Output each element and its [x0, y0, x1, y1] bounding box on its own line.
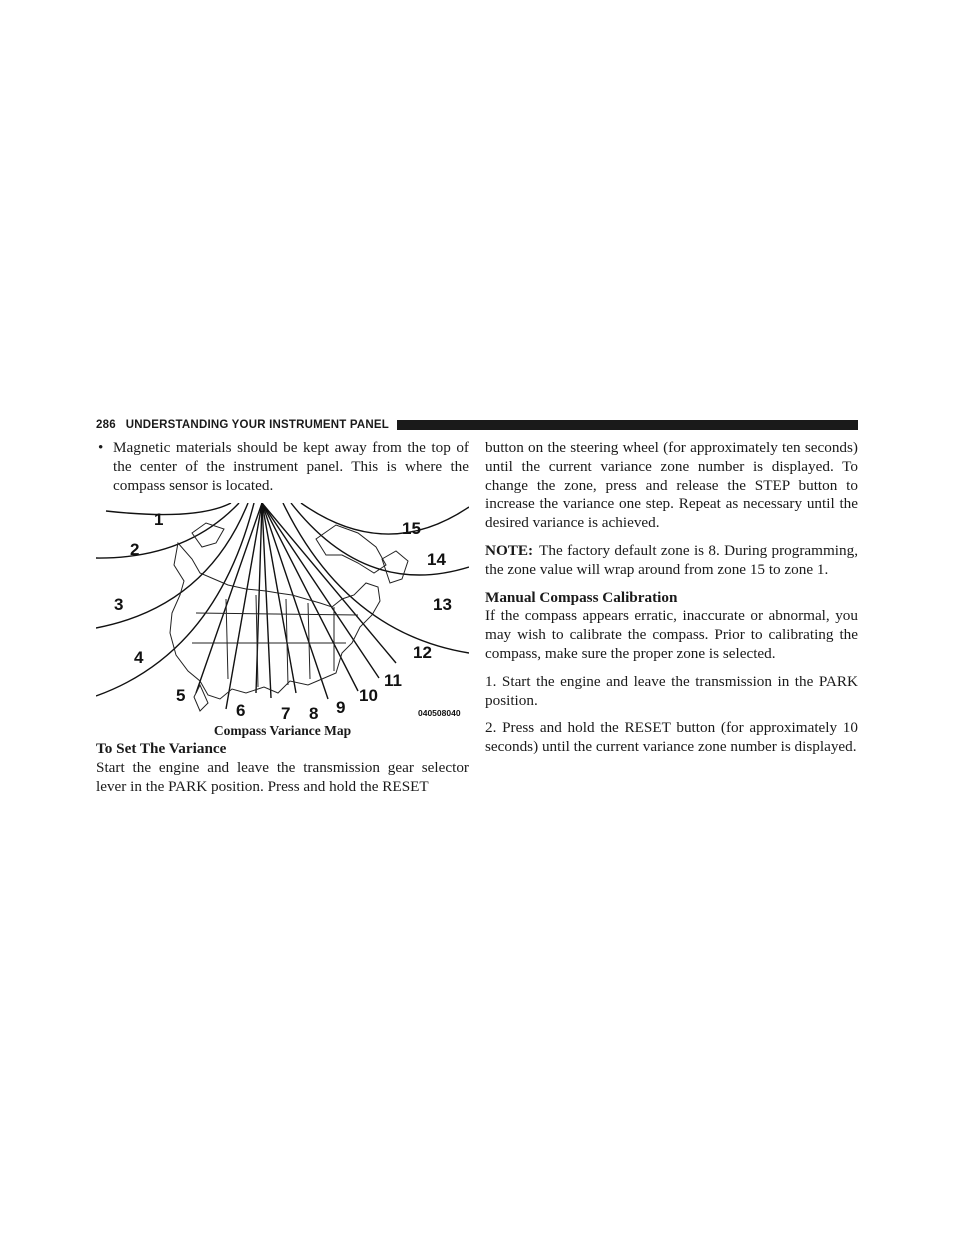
zone-label: 2	[130, 540, 140, 560]
step-1: 1. Start the engine and leave the transmission in the PARK position.	[485, 672, 858, 709]
zone-arc	[96, 503, 239, 558]
header-rule	[397, 420, 858, 430]
bullet-icon: •	[98, 439, 104, 456]
zone-label: 7	[281, 704, 291, 720]
zone-label: 15	[402, 519, 421, 539]
right-column	[485, 439, 858, 757]
zone-label: 14	[427, 550, 446, 570]
bullet-item	[96, 439, 469, 495]
zone-label: 3	[114, 595, 124, 615]
page-header	[96, 417, 858, 433]
note-label: NOTE:	[485, 541, 534, 559]
zone-label: 1	[154, 510, 164, 530]
zone-label: 13	[433, 595, 452, 615]
subheading-set-variance: To Set The Variance	[96, 740, 227, 758]
zone-label: 11	[384, 671, 402, 691]
zone-label: 5	[176, 686, 186, 706]
paragraph: button on the steering wheel (for approximately ten seconds) until the current variance zone number is displayed. To change the zone, press and release the STEP button to increase the variance one step. Repeat as necessary until the desired variance is achieved.	[485, 439, 858, 532]
zone-arc	[301, 503, 469, 534]
page-number: 286	[96, 419, 116, 431]
compass-variance-map	[96, 503, 469, 719]
paragraph: Start the engine and leave the transmission gear selector lever in the PARK position. Press and hold the RESET	[96, 759, 469, 795]
bullet-text: Magnetic materials should be kept away from the top of the center of the instrument panel. This is where the compass sensor is located.	[113, 439, 469, 494]
note-text: The factory default zone is 8. During programming, the zone value will wrap around from zone 15 to zone 1.	[485, 541, 858, 578]
figure-caption: Compass Variance Map	[213, 723, 352, 739]
left-column	[96, 439, 469, 797]
paragraph: If the compass appears erratic, inaccurate or abnormal, you may wish to calibrate the compass. Prior to calibrating the compass, make sure the proper zone is selected.	[485, 607, 858, 662]
zone-label: 9	[336, 698, 346, 718]
note	[485, 542, 858, 580]
zone-label: 4	[134, 648, 144, 668]
section-title: UNDERSTANDING YOUR INSTRUMENT PANEL	[125, 419, 389, 431]
continent-outline	[170, 523, 408, 711]
subheading-manual-calibration: Manual Compass Calibration	[485, 588, 678, 606]
zone-arc	[106, 503, 231, 515]
image-code: 040508040	[418, 708, 461, 719]
step-2: 2. Press and hold the RESET button (for approximately 10 seconds) until the current variance zone number is displayed.	[485, 719, 858, 756]
zone-label: 6	[236, 701, 246, 720]
zone-label: 8	[309, 704, 319, 720]
zone-label: 12	[413, 643, 432, 663]
zone-label: 10	[359, 686, 378, 706]
